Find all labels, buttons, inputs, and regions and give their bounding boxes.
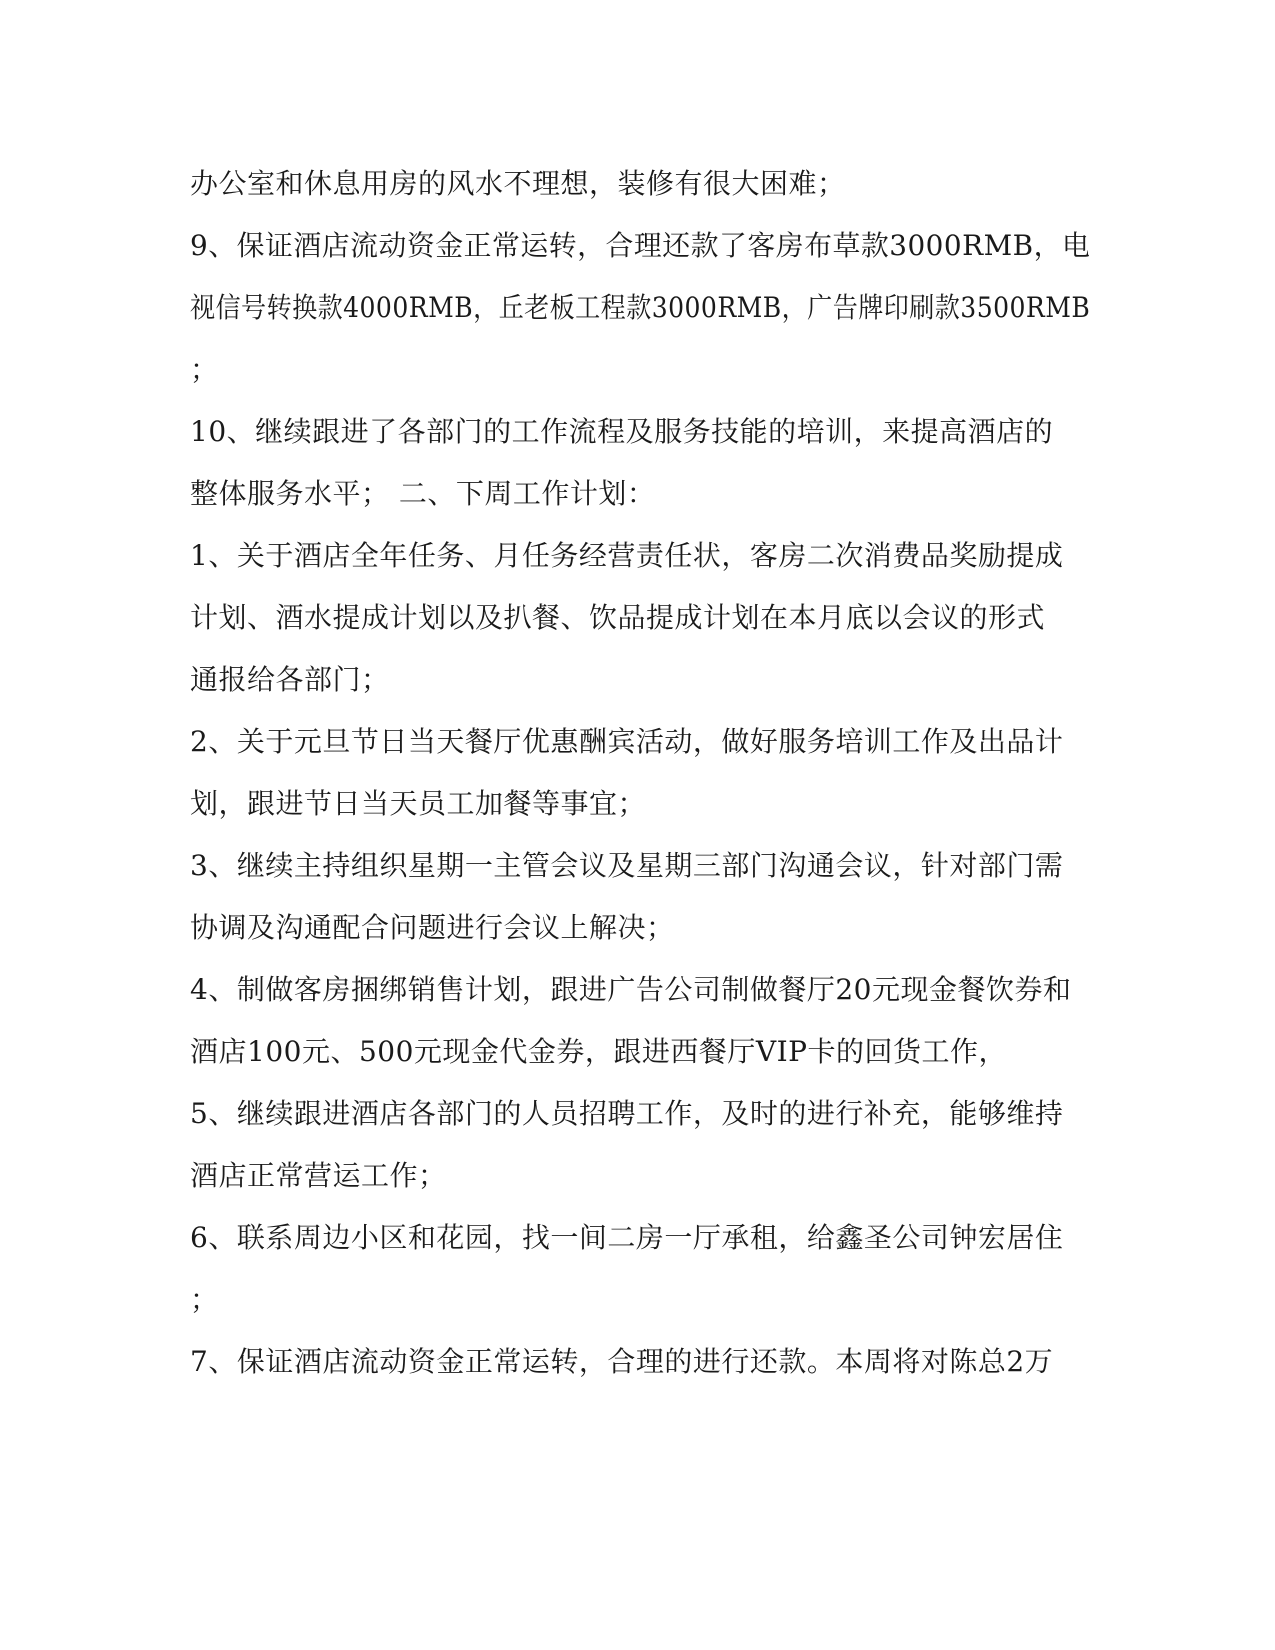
text-line: 4、制做客房捆绑销售计划，跟进广告公司制做餐厅20元现金餐饮券和	[190, 973, 1072, 1006]
text-line: 视信号转换款4000RMB，丘老板工程款3000RMB，广告牌印刷款3500RMB	[190, 291, 1091, 324]
text-line: 通报给各部门；	[190, 663, 390, 696]
text-line: 1、关于酒店全年任务、月任务经营责任状，客房二次消费品奖励提成	[190, 539, 1064, 572]
text-line: 9、保证酒店流动资金正常运转，合理还款了客房布草款3000RMB，电	[190, 229, 1091, 262]
text-line: 3、继续主持组织星期一主管会议及星期三部门沟通会议，针对部门需	[190, 849, 1064, 882]
text-line: 7、保证酒店流动资金正常运转，合理的进行还款。本周将对陈总2万	[190, 1345, 1054, 1378]
text-line: 酒店正常营运工作；	[190, 1159, 447, 1192]
text-line: ；	[190, 1283, 219, 1316]
text-line: 2、关于元旦节日当天餐厅优惠酬宾活动，做好服务培训工作及出品计	[190, 725, 1064, 758]
text-line: 6、联系周边小区和花园，找一间二房一厅承租，给鑫圣公司钟宏居住	[190, 1221, 1064, 1254]
text-line: 酒店100元、500元现金代金券，跟进西餐厅VIP卡的回货工作，	[190, 1035, 1008, 1068]
text-line: 办公室和休息用房的风水不理想，装修有很大困难；	[190, 167, 846, 200]
text-line: 计划、酒水提成计划以及扒餐、饮品提成计划在本月底以会议的形式	[190, 601, 1046, 634]
text-line: 整体服务水平； 二、下周工作计划：	[190, 477, 656, 510]
text-line: 划，跟进节日当天员工加餐等事宜；	[190, 787, 647, 820]
text-line: 5、继续跟进酒店各部门的人员招聘工作，及时的进行补充，能够维持	[190, 1097, 1064, 1130]
text-line: ；	[190, 353, 219, 386]
text-line: 10、继续跟进了各部门的工作流程及服务技能的培训，来提高酒店的	[190, 415, 1054, 448]
text-line: 协调及沟通配合问题进行会议上解决；	[190, 911, 675, 944]
